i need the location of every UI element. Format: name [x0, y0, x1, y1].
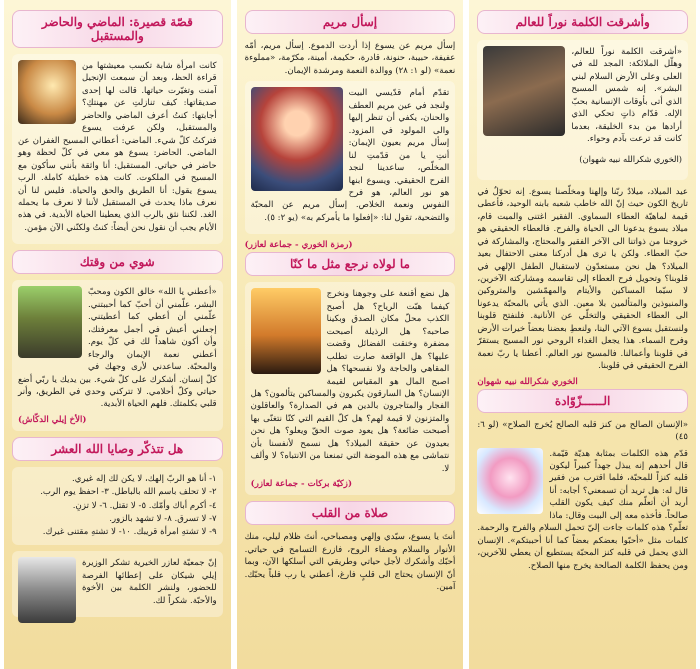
soft-box: [12, 280, 223, 431]
section-title-right: وأشرقت الكلمة نوراً للعالم: [477, 10, 688, 34]
question-paragraph: هل نضع أقنعة على وجوهنا ونخرج كيفما هبّت الرياح؟ هل أصبح الكذب محلّ مكان الصدق وبكينا صاحبه؟ هل الرذيلة أصبحت مضفرة وخنقت الفضائل وقضت عليها؟ هل الواقعة صارت تطلب المقاهي والحاجة ولا نفسحها؟ هل اصبح المال هو المقياس لقيمة الإنسان؟ هل السارقون يكبرون والمساكين يتألمون؟ هل الفجار والمتاجرون بالدين هم في الصدارة؟ والعاقلون والمتزنون لا قيمة لهم؟ هل كلّ القيم التي كنّا نتغنّى بها أصبحت ضائعة؟ هل يعود صوت الحقّ ويعلو؟ هل نحن بعيدون عن حقيقة الميلاد؟ هل نسمح لأنفسنا بأن نتماشى مع هذه الموضة التي تمنعنا من الانتباه؟ لا وألف لا.: [250, 289, 450, 474]
mid-paragraph: تقدّم أمام قدّيسي البيت ولنجد في عين مريم العطف والحنان، يكفي أن تنظر إليها والى المولود في المزود. إسأل مريم بعيون الإيمان: أنتِ يا من قدّمتِ لنا المخلّص، ساعدينا لنجد الفرح الحقيقي. ويسوع ابنها هو نور العالم، هو فرح النفوس ونعمة الخلاص. إسأل مريم عن المحبّة والتضحية، تقول لنا: «إفعلوا ما يأمركم به» (يو ٢: ٥).: [250, 88, 450, 223]
intro-paragraph-right: «أشرقت الكلمة نوراً للعالم، وهلّل الملائكة: المجد لله في العلى وعلى الأرض السلام لبني البشر». إنه شمس المسيح الذي أتى بأوقات الإنسانية بحبّ الإله. قدّام ذاتٍ تحكي الذي أرادها من بدء الخليقة، بعدما كانت قد ترعت بآدم وحواء.: [571, 47, 682, 145]
footer-paragraph: إنّ جمعيّة لعازر الخيرية تشكر الوزيرة إيلي شيكان على إعطائها الفرصة للحضور، ولنشر الكلمة بين الأخوة والأحبّة. شكراً لك.: [81, 558, 217, 606]
signature-middle: (رمزة الخوري - جماعة لعازر): [244, 240, 353, 251]
question-signature: (زكيّة بركات - جماعة لعازر): [250, 479, 353, 490]
commandment-line: ٧- لا تسرق. ٨- لا تشهد بالزور.: [109, 513, 217, 524]
commandment-line: ٩- لا تشتهِ امرأة قريبك. ١٠- لا تشتهِ مقتنى غيرك.: [42, 527, 217, 538]
section-title-middle: إسأل مريم: [245, 10, 456, 34]
sunset-image: [251, 288, 321, 374]
commandment-line: ٢- لا تحلف باسم الله بالباطل. ٣- احفظ يوم الرب.: [40, 487, 217, 498]
portrait-caption: (الخوري شكرالله نبيه شهوان): [579, 153, 682, 164]
intro-box-right: [477, 40, 688, 180]
man-photo-image: [18, 286, 82, 358]
signature-right: الخوري شكرالله نبيه شهوان: [477, 376, 578, 387]
prayer-paragraph: أنتَ يا يسوع، سيّدي وإلهي ومصباحي، أنتَ ظلام ليلي، منك الأنوار والسلام وصفاء الروح، فازرع التسامح في حياتي. أحبّك وأشكرك لأجل حياتي وطريقي التي أسلكها الآن، وبما أنّ الإنسان يحتاج الى قلبٍ فارغ، أعطني يا رب قلباً يحبّك. آمين.: [244, 532, 456, 592]
body-paragraph-right: عيد الميلاد، ميلادٌ ربّنا وإلهنا ومخلّصنا يسوع. إنه تحوّلٌ في تاريخ الكون حيث إنّ الله خاطب شعبه بابنه الوحيد، فأعطى قيمة لماهيّة العطاء السماوي. الفقير اغتنى والميت قام، ميلاد يسوع يدعونا الى الحياة والفرح. فالعطاء الحقيقي هو خروجنا من ذواتنا الى الآخر الفقير والمحتاج، والمشاركة في حبّ العطاء. ولكن يا ترى هل أدركنا معنى الاحتفال بعيد الميلاد؟ هل نحن مستعدّون لاستقبال الطفل الإلهي في قلوبنا؟ وتحويل فرح العطاء إلى تقاسمه ومشاركته الآخرين، لا سيّما المساكين والأيتام والمهمّشين والمتروكين والمنبوذين والمتألمين بلا معين. الذي يأتي بالمحبّة يدعونا الى العطاء الحقيقي والتخلّي عن الأنانية. فلنفتح قلوبنا ولنستقبل يسوع الآتي الينا، ولنعطِ بعضنا بعضاً خيرات الأرض وفرح السماء. هذا يجعل الغداء الروحي نور المسيح يستقرّ في قلوبنا وأعمالنا. فالمسيح نور العالم. أعطنا يا ربّ نعمة الفرح الحقيقي في قلوبنا.: [477, 186, 688, 372]
woman-photo-image: [18, 557, 76, 623]
story-box: [12, 54, 223, 244]
middle-column: [237, 0, 464, 669]
praying-woman-image: [18, 60, 76, 124]
commandment-line: ١- أنا هو الربّ إلهك، لا يكن لك إله غيري.: [72, 473, 217, 484]
zeal-paragraph: قدّم هذه الكلمات بمثابة هديّة قيّمة. قال أحدهم إنه يبذل جهداً كبيراً ليكون قلبه كنزاً للمحبّة، فلما اقترب من فقير قال له: هل تريد أن تسمعني؟ أجابه: أنا أريد أن أتعلّم منك كيف يكون القلب صالحاً. فأخذه معه إلى البيت وقال: ماذا تعلّم؟ هذه كلمات جاءت إليّ تحمل السلام والفرح والرحمة. كلمات مثل «أحبّوا بعضكم بعضاً كما أنا أحببتكم». الإنسان الذي يحمل في قلبه كنز المحبّة يستطيع أن يعطي للآخرين، ومن يحفظ الكلمة الصالحة يخرج منها الصلاح.: [477, 448, 688, 571]
section-title-left: قصّة قصيرة: الماضي والحاضر والمستقبل: [12, 10, 223, 48]
left-column: [4, 0, 231, 669]
commandments-box: [12, 467, 223, 546]
commandments-list: [18, 473, 217, 540]
section-title-commandments: هل تتذكّر وصايا الله العشر: [12, 437, 223, 461]
footer-box: [12, 551, 223, 617]
commandment-line: ٤- أكرم أباك وأمّك. ٥- لا تقتل. ٦- لا تزنِ.: [72, 500, 217, 511]
mother-box: [245, 81, 456, 234]
zeal-quote: «الإنسان الصالح من كنز قلبه الصالح يُخرج الصلاح» (لو ٦: ٤٥): [477, 419, 688, 443]
right-column: [469, 0, 696, 669]
flower-vase-image: [477, 448, 543, 514]
story-paragraph: كانت امرأة شابة تكسب معيشتها من قراءة الحظ، وبعد أن سمعت الإنجيل آمنت وتغيّرت حياتها. قالت لها إحدى صديقاتها: كيف تنازلتِ عن مهنتكِ؟ أجابتها: كنتُ أعرف الماضي والحاضر والمستقبل، ولكن عرفت يسوع فتركتُ كلّ شيء. الماضي: أعطاني المسيح الغفران عن الماضي. الحاضر: يسوع هو معي في كلّ لحظة وهو حاضر في حياتي. المستقبل: أنا واثقة بأنني سأكون مع المسيح في الملكوت. كانت هذه خطيئة كاملة. الرب يسوع يقول: أنا الطريق والحق والحياة. فليس لنا أن نعرف ماذا يحدث في المستقبل لأننا لا نعرف ما يحمله الغد. لكننا نثق بالرب الذي يعطينا الحياة الأبدية. في هذه الأيام يجب أن نقول نحن أيضاً: كنتُ ولكنّني الآن مؤمن.: [17, 61, 217, 233]
soft-paragraph: «أعطني يا الله» خالق الكون ومحبّ البشر، علّمني أن أحبّ كما أحببتني. علّمني أن أعطي كما أعطيتني. إجعلني أعيش في أجمل معرفتك، وأن أكون شاهداً لك في كلّ يوم. أعطني نعمة الإيمان والرجاء والمحبّة. ساعدني لأرى وجهك في كلّ إنسان. أشكرك على كلّ شيء. بين يديك يا ربّي أضع حياتي وكلّ أحلامي. لا تتركني وحدي في الطريق، وأنر قلبي بكلمتك. فلهم الحياة الأبدية.: [17, 287, 217, 410]
section-title-prayer: صلاة من القلب: [245, 501, 456, 525]
section-title-question: ما لولاه نرجع مثل ما كنّا: [245, 252, 456, 276]
priest-portrait-image: [483, 46, 565, 136]
mother-child-image: [251, 87, 343, 191]
intro-paragraph-middle: إسأل مريم عن يسوع إذا أردت الدموع. إسأل مريم، أمّه عفيفة، حبيبة، حنونة، قادرة، حكيمة، أمينة، مكرّمة، «مملوءة نعمة» (لو ١: ٢٨) ووالدة النعمة ومرشدة الإيمان.: [244, 41, 456, 76]
soft-signature: (الأخ إيلي الدكّاش): [17, 414, 87, 425]
section-title-zeal: الــــــزّوّادة: [477, 389, 688, 413]
section-title-soft: شوي من وقتك: [12, 250, 223, 274]
question-box: [245, 282, 456, 495]
